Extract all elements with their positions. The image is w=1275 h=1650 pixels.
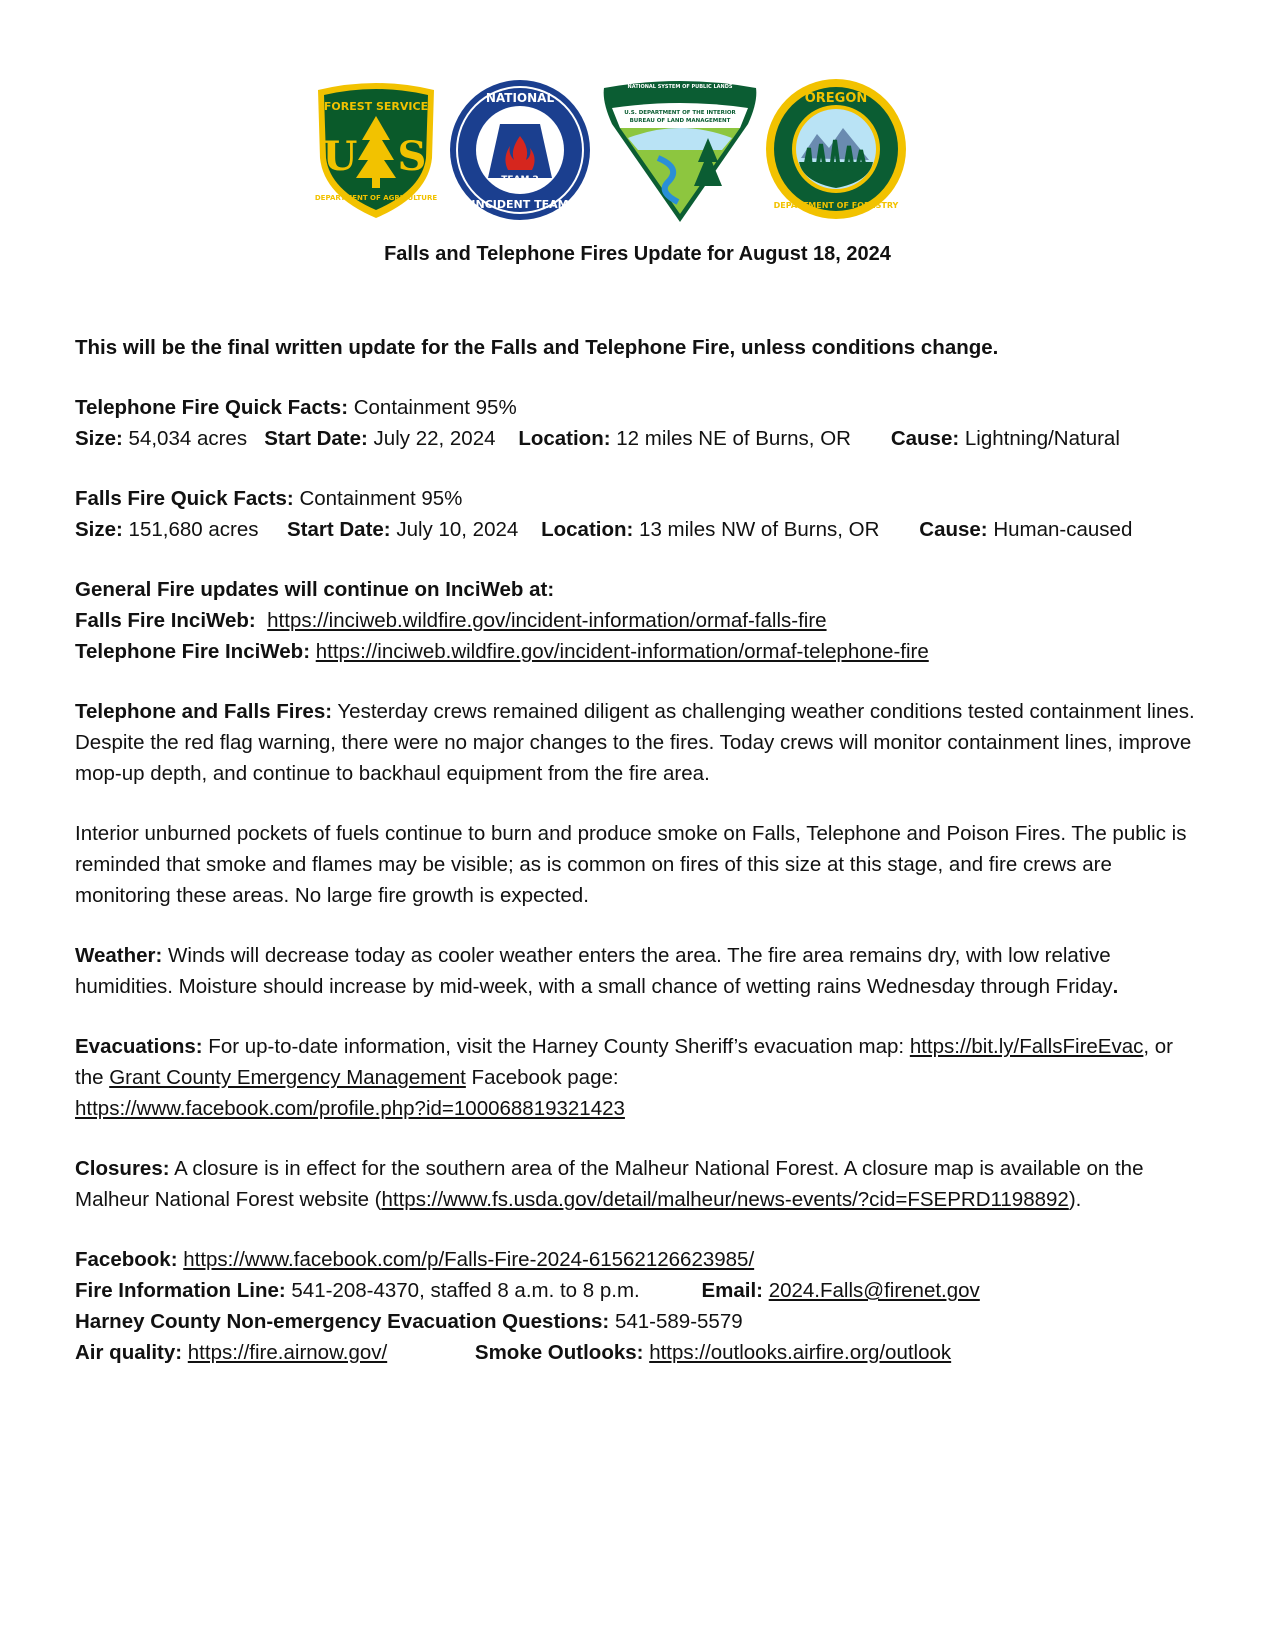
interior-paragraph: Interior unburned pockets of fuels continue to burn and produce smoke on Falls, Telephone and Poison Fires. The public is reminded that smoke and flames may be visible; as is common on fires of this size at this stage, and fire crews are monitoring these areas. No large fire growth is expected. [75,822,1187,907]
telephone-inciweb-link[interactable]: https://inciweb.wildfire.gov/incident-information/ormaf-telephone-fire [315,640,929,663]
update-body [75,332,1205,1368]
inciweb-heading: General Fire updates will continue on InciWeb at: [75,578,555,601]
evacuations-text1: For up-to-date information, visit the Harney County Sheriff’s evacuation map: [202,1035,910,1058]
blm-logo [598,78,762,224]
size-label: Size: [75,518,123,541]
air-quality-label: Air quality: [75,1341,183,1364]
final-notice: This will be the final written update for the Falls and Telephone Fire, unless conditions change. [75,336,999,359]
weather-paragraph [75,940,1205,1002]
falls-cause: Human-caused [987,518,1133,541]
evacuations-label: Evacuations: [75,1035,203,1058]
info-line-text: 541-208-4370, staffed 8 a.m. to 8 p.m. [285,1279,640,1302]
grant-county-facebook-link[interactable]: https://www.facebook.com/profile.php?id=100068819321423 [75,1097,625,1120]
smoke-outlooks-link[interactable]: https://outlooks.airfire.org/outlook [649,1341,952,1364]
harney-phone: 541-589-5579 [609,1310,743,1333]
incident-team-logo [448,78,592,222]
falls-quick-facts [75,483,1205,545]
info-line-label: Fire Information Line: [75,1279,286,1302]
closure-map-link[interactable]: https://www.fs.usda.gov/detail/malheur/news-events/?cid=FSEPRD1198892 [381,1188,1069,1211]
forest-service-logo [310,78,442,220]
weather-end: . [1112,975,1119,998]
email-label: Email: [701,1279,763,1302]
weather-text: Winds will decrease today as cooler weather enters the area. The fire area remains dry, with low relative humidities. Moisture should increase by mid-week, with a small chance of wetting rains Wednesday through Friday [75,944,1113,998]
telephone-inciweb-label: Telephone Fire InciWeb: [75,640,311,663]
telephone-location: 12 miles NE of Burns, OR [610,427,851,450]
falls-location: 13 miles NW of Burns, OR [633,518,880,541]
nit-badge: TEAM 2 [501,175,539,185]
telephone-start: July 22, 2024 [367,427,496,450]
oregon-forestry-logo [765,78,907,220]
blm-line1: NATIONAL SYSTEM OF PUBLIC LANDS [627,84,733,90]
blm-line3: BUREAU OF LAND MANAGEMENT [629,118,731,124]
page-title: Falls and Telephone Fires Update for August 18, 2024 [384,243,891,265]
cause-label: Cause: [919,518,988,541]
fs-top-text: FOREST SERVICE [323,100,429,113]
evacuations-paragraph [75,1031,1205,1124]
email-link[interactable]: 2024.Falls@firenet.gov [768,1279,980,1302]
logo-row [310,78,950,228]
fs-bottom-text: DEPARTMENT OF AGRICULTURE [314,194,438,202]
smoke-outlooks-label: Smoke Outlooks: [474,1341,644,1364]
fs-left-letter: U [322,133,358,180]
air-quality-link[interactable]: https://fire.airnow.gov/ [187,1341,388,1364]
falls-inciweb-label: Falls Fire InciWeb: [75,609,256,632]
telephone-facts-heading: Telephone Fire Quick Facts: [75,396,349,419]
falls-facts-heading: Falls Fire Quick Facts: [75,487,294,510]
falls-size: 151,680 acres [122,518,259,541]
fires-text: Yesterday crews remained diligent as challenging weather conditions tested containment lines. Despite the red flag warning, there were no major changes to the fires. Today crews will monitor containment lines, improve mop-up depth, and continue to backhaul equipment from the fire area. [75,700,1195,785]
evacuations-text3: Facebook page: [465,1066,619,1089]
falls-inciweb-link[interactable]: https://inciweb.wildfire.gov/incident-information/ormaf-falls-fire [267,609,827,632]
fs-right-letter: S [397,133,427,180]
evacuations-text2: , or the [75,1035,1173,1089]
telephone-containment: Containment 95% [348,396,517,419]
start-date-label: Start Date: [286,518,391,541]
grant-county-link[interactable]: Grant County Emergency Management [109,1066,466,1089]
telephone-size: 54,034 acres [122,427,248,450]
closures-paragraph [75,1153,1205,1215]
telephone-quick-facts [75,392,1205,454]
contacts-section [75,1244,1205,1368]
start-date-label: Start Date: [264,427,368,450]
fires-paragraph [75,696,1205,789]
location-label: Location: [518,427,611,450]
facebook-label: Facebook: [75,1248,178,1271]
nit-top-text: NATIONAL [485,91,555,105]
odf-bottom-text: DEPARTMENT OF FORESTRY [773,201,899,210]
closures-text2: ). [1068,1188,1082,1211]
blm-line2: U.S. DEPARTMENT OF THE INTERIOR [624,110,736,116]
fires-label: Telephone and Falls Fires: [75,700,333,723]
evac-map-link[interactable]: https://bit.ly/FallsFireEvac [909,1035,1144,1058]
location-label: Location: [541,518,634,541]
odf-top-text: OREGON [804,91,868,106]
harney-label: Harney County Non-emergency Evacuation Questions: [75,1310,610,1333]
telephone-cause: Lightning/Natural [959,427,1120,450]
falls-start: July 10, 2024 [390,518,519,541]
size-label: Size: [75,427,123,450]
inciweb-section [75,574,1205,667]
facebook-link[interactable]: https://www.facebook.com/p/Falls-Fire-2024-61562126623985/ [183,1248,755,1271]
cause-label: Cause: [890,427,960,450]
nit-bottom-text: INCIDENT TEAM [471,198,569,211]
closures-text1: A closure is in effect for the southern area of the Malheur National Forest. A closure map is available on the Malheur National Forest website ( [75,1157,1144,1211]
weather-label: Weather: [75,944,163,967]
closures-label: Closures: [75,1157,170,1180]
falls-containment: Containment 95% [293,487,463,510]
